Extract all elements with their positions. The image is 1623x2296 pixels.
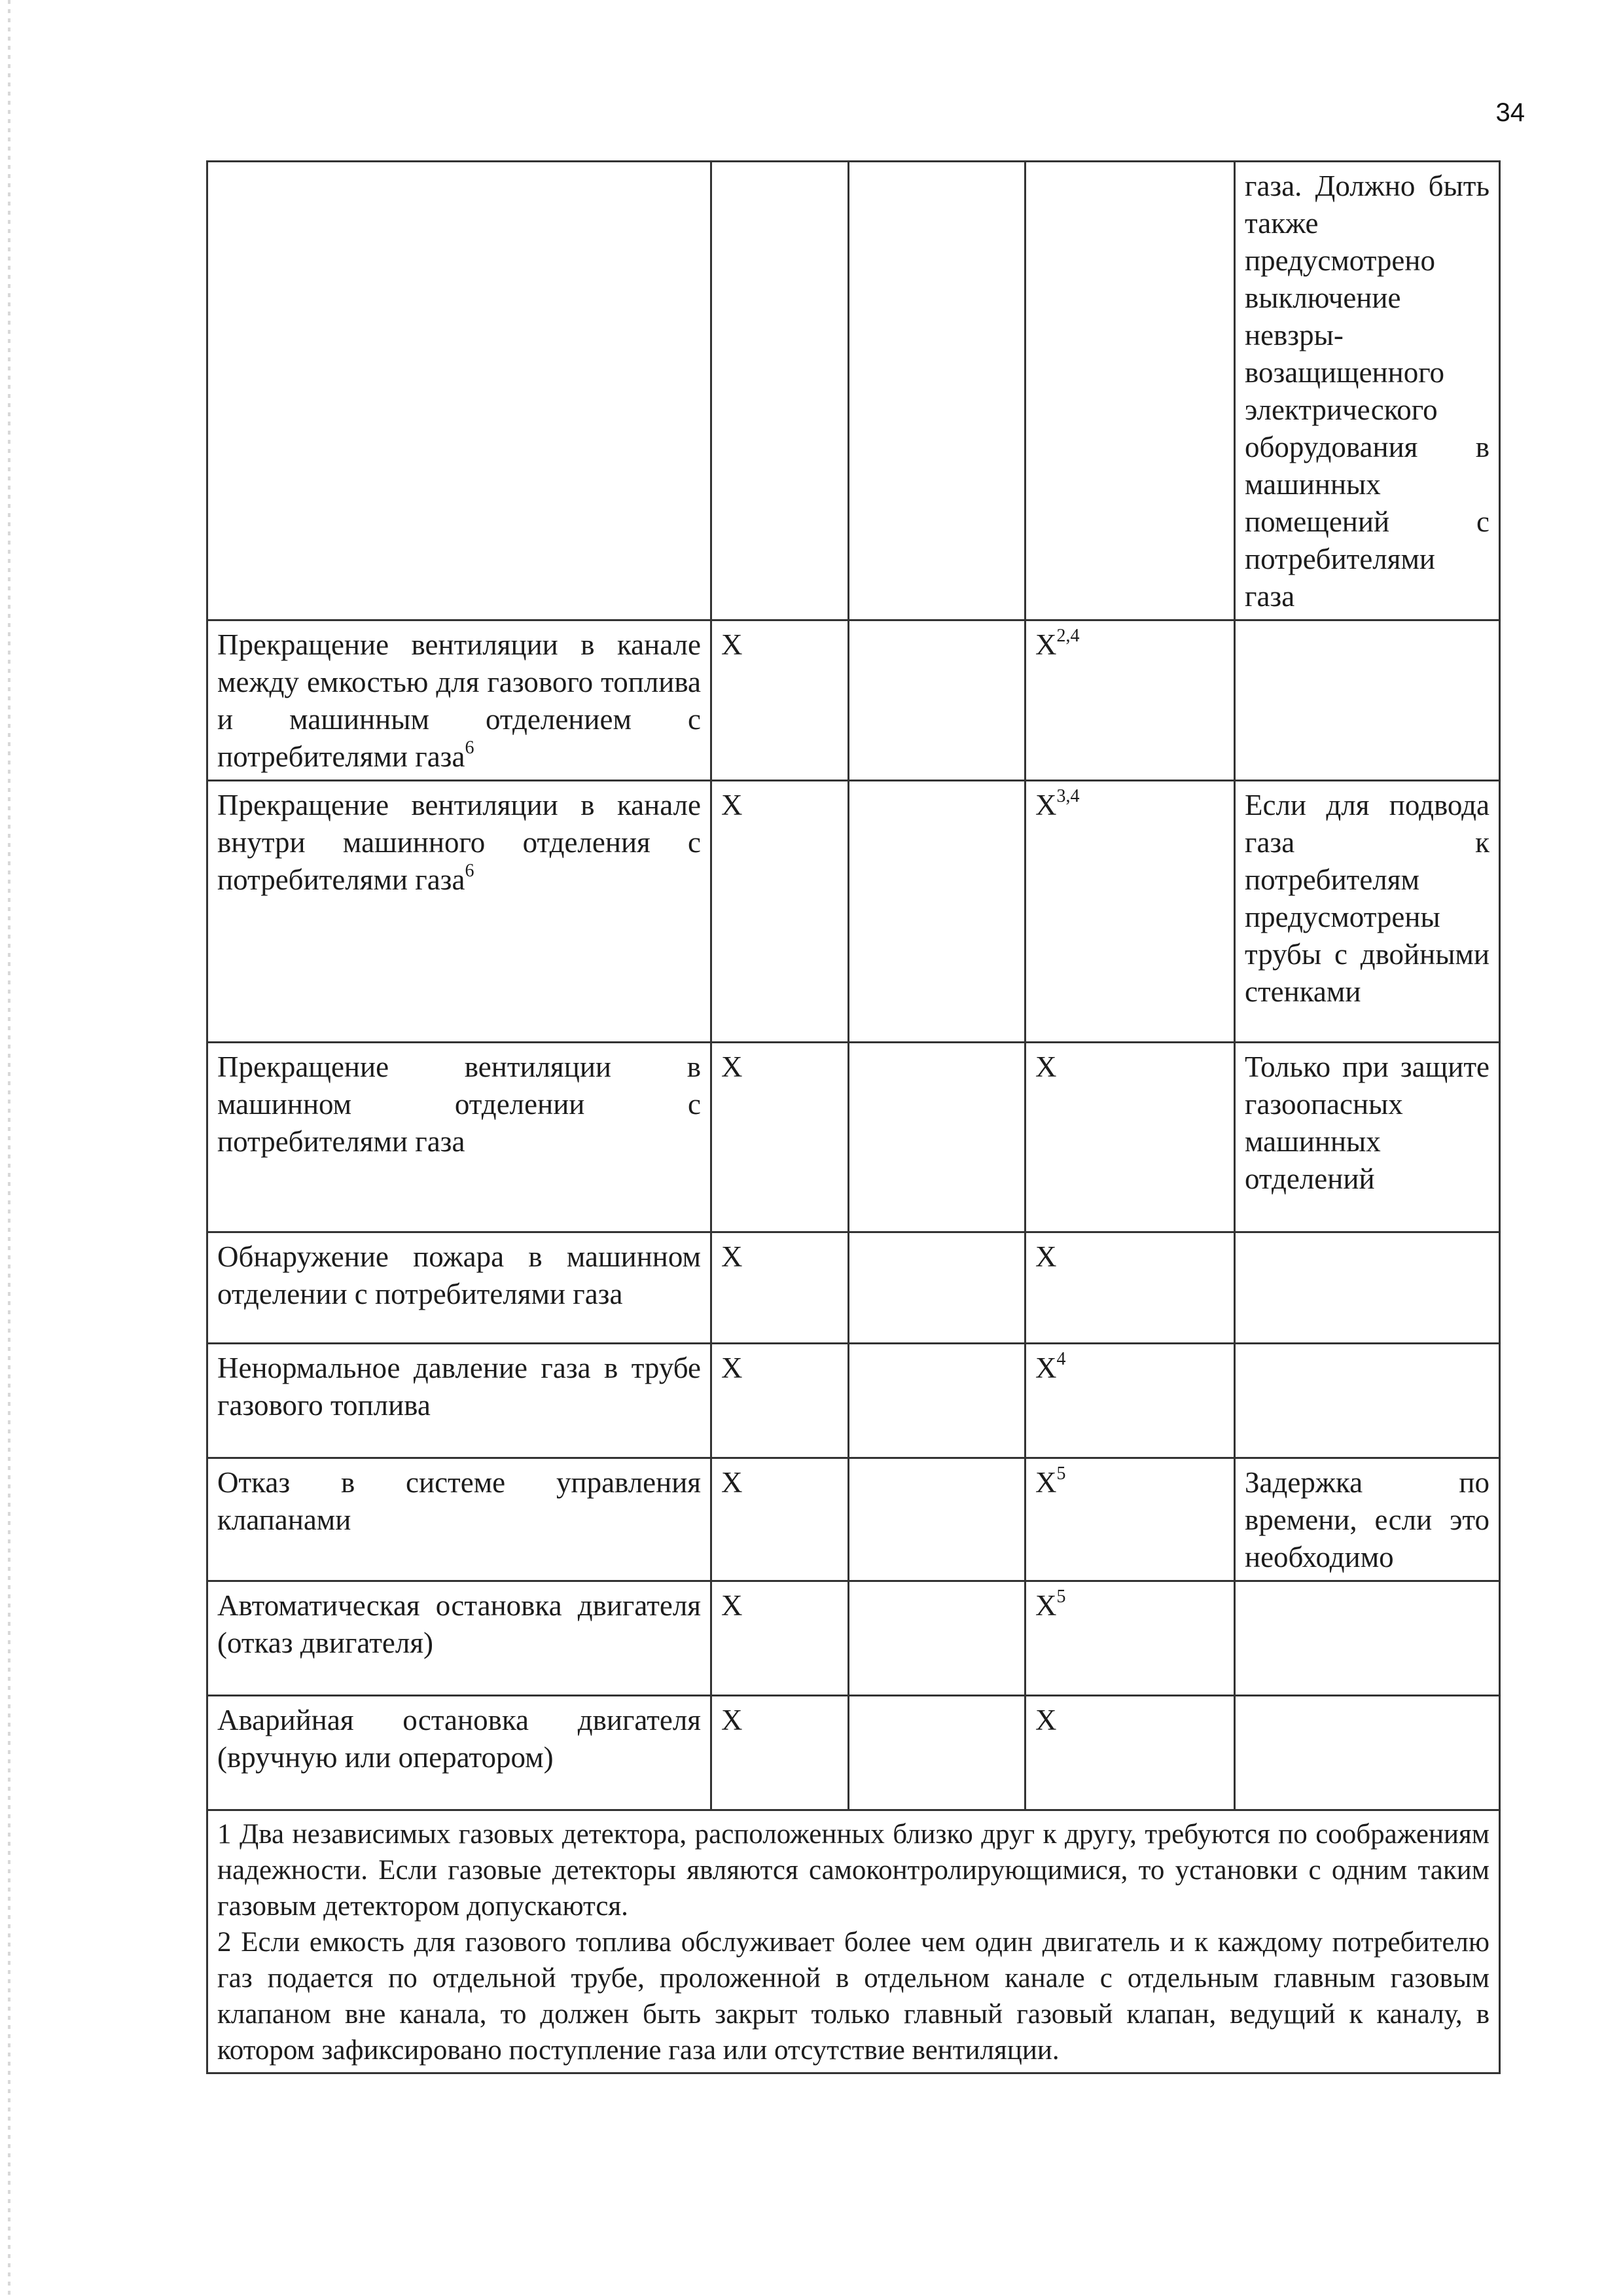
mark-cell [849,1458,1026,1581]
table-row [207,162,1500,620]
condition-cell: Аварийная остановка двигателя (вручную или оператором) [207,1696,711,1810]
mark-cell [1026,1458,1235,1581]
note-cell: Задержка по времени, если это необходимо [1235,1458,1500,1581]
mark-cell: X [711,1043,849,1232]
condition-cell: Прекращение вентиляции в машинном отделении с потребителями газа [207,1043,711,1232]
footnote-ref: 6 [465,861,474,881]
table-row [207,1232,1500,1344]
mark-text: X [1035,1240,1057,1273]
mark-cell [1026,1581,1235,1696]
note-cell: Только при защите газоопасных машинных отделений [1235,1043,1500,1232]
mark-cell [1026,620,1235,781]
table-row [207,1458,1500,1581]
scan-edge [8,0,10,2296]
mark-cell [849,1581,1026,1696]
mark-cell [849,1232,1026,1344]
mark-cell [1026,781,1235,1043]
mark-cell: X [711,781,849,1043]
table-row [207,1344,1500,1458]
mark-cell [849,162,1026,620]
note-cell [1235,1581,1500,1696]
mark-text: X [1035,1704,1057,1736]
footnote-ref: 5 [1056,1587,1066,1607]
mark-cell [849,1344,1026,1458]
condition-cell [207,781,711,1043]
note-cell: газа. Должно быть также предусмотрено выключение невзры-возащищенного электрического оборудования в машинных помещений с потребителями газа [1235,162,1500,620]
table-row [207,620,1500,781]
mark-cell [1026,1344,1235,1458]
condition-text: Прекращение вентиляции в канале между емкостью для газового топлива и машинным отделением с потребителями газа [217,628,701,773]
footnote-2: 2 Если емкость для газового топлива обслуживает более чем один двигатель и к каждому потребителю газ подается по отдельной трубе, проложенной в отдельном канале с отдельным главным газовым клапаном вне канала, то должен быть закрыт только главный газовый клапан, ведущий к каналу, в котором зафиксировано поступление газа или отсутствие вентиляции. [217,1927,1489,2066]
mark-cell [1026,1043,1235,1232]
condition-text: Прекращение вентиляции в канале внутри машинного отделения с потребителями газа [217,789,701,896]
footnote-ref: 4 [1056,1349,1066,1369]
page-number: 34 [1495,98,1525,127]
mark-cell [849,1696,1026,1810]
mark-cell: X [711,1581,849,1696]
mark-text: X [1035,1466,1057,1499]
footnote-1: 1 Два независимых газовых детектора, расположенных близко друг к другу, требуются по соображениям надежности. Если газовые детекторы являются самоконтролирующимися, то установки с одним таким газовым детектором допускаются. [217,1819,1489,1922]
condition-cell: Обнаружение пожара в машинном отделении с потребителями газа [207,1232,711,1344]
mark-cell: X [711,1696,849,1810]
mark-text: X [1035,1589,1057,1622]
mark-cell: X [711,620,849,781]
mark-cell: X [711,1232,849,1344]
note-cell [1235,1344,1500,1458]
mark-text: X [1035,1352,1057,1384]
footnotes-row [207,1810,1500,2073]
mark-text: X [1035,789,1057,821]
mark-cell: X [711,1344,849,1458]
note-cell [1235,1696,1500,1810]
table-row [207,1696,1500,1810]
table-row [207,1581,1500,1696]
note-cell: Если для подвода газа к потребителям предусмотрены трубы с двойными стенками [1235,781,1500,1043]
footnote-ref: 6 [465,738,474,758]
note-cell [1235,1232,1500,1344]
alarm-shutdown-table [206,160,1501,2074]
mark-cell [849,1043,1026,1232]
table-row [207,1043,1500,1232]
mark-cell [1026,1696,1235,1810]
footnotes-cell [207,1810,1500,2073]
condition-cell: Ненормальное давление газа в трубе газового топлива [207,1344,711,1458]
footnote-ref: 5 [1056,1463,1066,1484]
mark-cell [849,620,1026,781]
mark-text: X [1035,628,1057,661]
mark-cell [1026,162,1235,620]
mark-text: X [1035,1050,1057,1083]
footnote-ref: 3,4 [1056,786,1080,806]
mark-cell [849,781,1026,1043]
footnote-ref: 2,4 [1056,626,1080,646]
condition-cell [207,620,711,781]
condition-cell: Автоматическая остановка двигателя (отказ двигателя) [207,1581,711,1696]
note-cell [1235,620,1500,781]
condition-cell: Отказ в системе управления клапанами [207,1458,711,1581]
condition-cell [207,162,711,620]
table-row [207,781,1500,1043]
mark-cell [1026,1232,1235,1344]
mark-cell: X [711,1458,849,1581]
mark-cell [711,162,849,620]
